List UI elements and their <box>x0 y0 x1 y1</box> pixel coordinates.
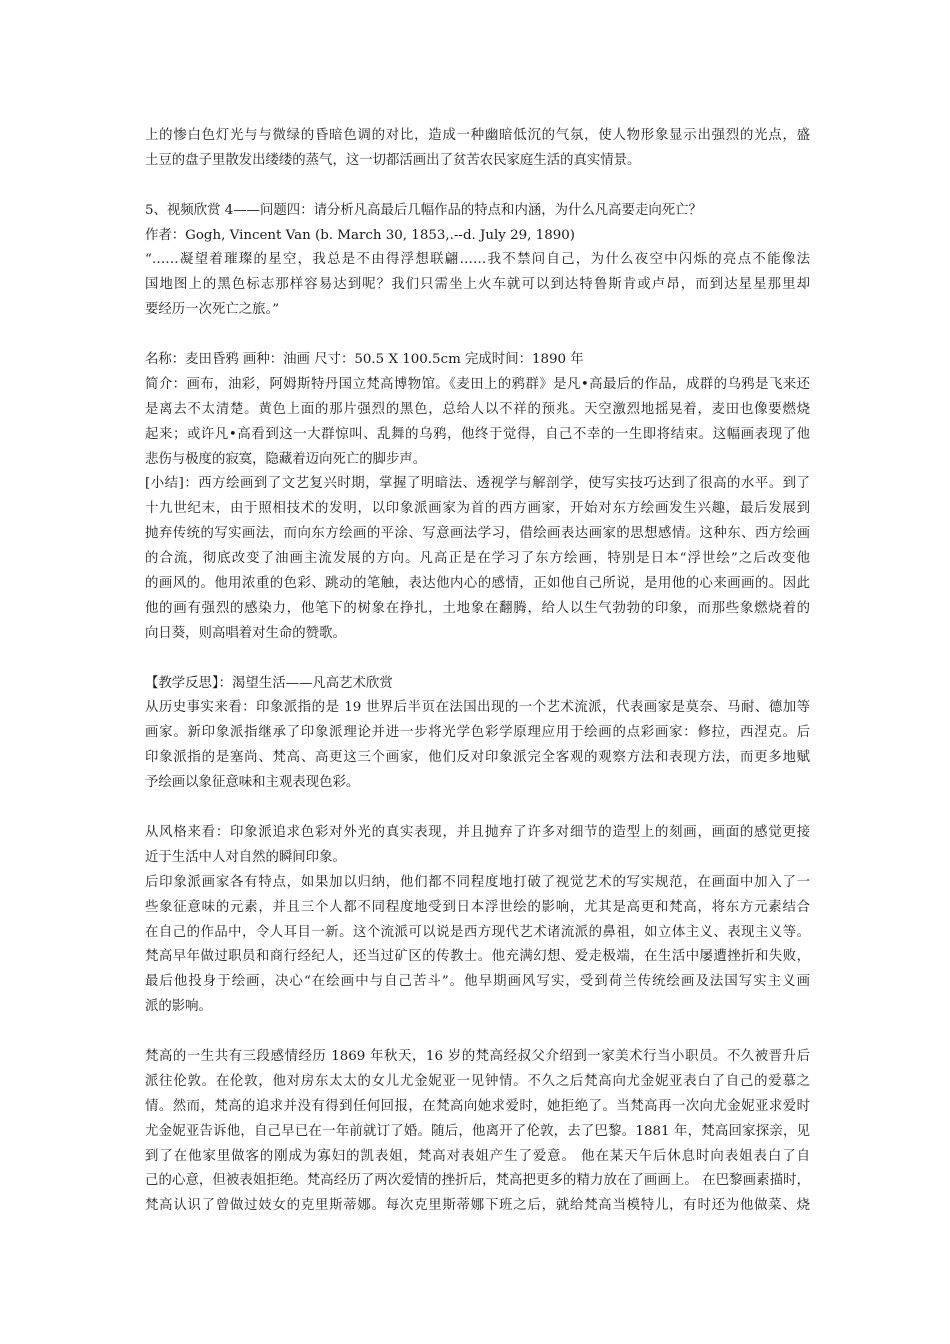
text-line: 从风格来看：印象派追求色彩对外光的真实表现，并且抛弃了许多对细节的造型上的刻画，画面的感觉更接 <box>145 824 810 840</box>
artwork-info-line: 名称：麦田昏鸦 画种：油画 尺寸：50.5 X 100.5cm 完成时间：1890 年 <box>145 352 584 368</box>
section-heading: 【教学反思】：渴望生活——凡高艺术欣赏 <box>145 675 393 691</box>
question-heading: 5、视频欣赏 4——问题四：请分析凡高最后几幅作品的特点和内涵，为什么凡高要走向死亡？ <box>145 202 702 218</box>
text-line: 到了在他家里做客的刚成为寡妇的凯表姐，梵高对表姐产生了爱意。 他在某天午后休息时向表姐表白了自 <box>145 1148 810 1164</box>
text-line: 情。然而，梵高的追求并没有得到任何回报，在梵高向她求爱时，她拒绝了。当梵高再一次向尤金妮亚求爱时 <box>145 1098 810 1114</box>
text-line: 简介：画布，油彩，阿姆斯特丹国立梵高博物馆。《麦田上的鸦群》是凡•高最后的作品，成群的乌鸦是飞来还 <box>145 376 810 392</box>
text-line: 画家。新印象派指继承了印象派理论并进一步将光学色彩学原理应用于绘画的点彩画家：修拉，西涅克。后 <box>145 725 810 741</box>
quote-line: 国地图上的黑色标志那样容易达到呢？我们只需坐上火车就可以到达特鲁斯肯或卢昂，而到达星星那里却 <box>145 277 810 293</box>
text-line: 的画风的。他用浓重的色彩、跳动的笔触，表达他内心的感情，正如他自己所说，是用他的心来画画的。因此 <box>145 576 810 592</box>
text-line: 后印象派画家各有特点，如果加以归纳，他们都不同程度地打破了视觉艺术的写实规范，在画面中加入了一 <box>145 874 810 890</box>
text-line: 些象征意味的元素，并且三个人都不同程度地受到日本浮世绘的影响，尤其是高更和梵高，将东方元素结合 <box>145 899 810 915</box>
paragraph-style <box>145 821 810 1020</box>
text-line: 的合流，彻底改变了油画主流发展的方向。凡高正是在学习了东方绘画，特别是日本“浮世绘”之后改变他 <box>145 551 810 567</box>
blank-line <box>145 174 810 199</box>
text-line: 梵高认识了曾做过妓女的克里斯蒂娜。每次克里斯蒂娜下班之后，就给梵高当模特儿，有时还为他做菜、烧 <box>145 1198 810 1214</box>
text-line: 悲伤与极度的寂寞，隐藏着迈向死亡的脚步声。 <box>145 451 427 467</box>
text-line: 他的画有强烈的感染力，他笔下的树象在挣扎，土地象在翻腾，给人以生气勃勃的印象，而那些象燃烧着的 <box>145 600 810 616</box>
text-line: 在自己的作品中，令人耳目一新。这个流派可以说是西方现代艺术诸流派的鼻祖，如立体主义、表现主义等。 <box>145 924 810 940</box>
text-line: 派往伦敦。在伦敦，他对房东太太的女儿尤金妮亚一见钟情。不久之后梵高向尤金妮亚表白了自己的爱慕之 <box>145 1073 810 1089</box>
text-line: [小结]：西方绘画到了文艺复兴时期，掌握了明暗法、透视学与解剖学，使写实技巧达到了很高的水平。到了 <box>145 476 810 492</box>
blank-line <box>145 647 810 672</box>
text-line: 抛弃传统的写实画法，而向东方绘画的平涂、写意画法学习，借绘画表达画家的思想感情。这种东、西方绘画 <box>145 526 810 542</box>
text-line: 己的心意，但被表姐拒绝。梵高经历了两次爱情的挫折后，梵高把更多的精力放在了画画上。 在巴黎画素描时， <box>145 1173 810 1189</box>
text-line: 印象派指的是塞尚、梵高、高更这三个画家，他们反对印象派完全客观的观察方法和表现方法，而更多地赋 <box>145 750 810 766</box>
text-line: 最后他投身于绘画，决心“在绘画中与自己苦斗”。他早期画风写实，受到荷兰传统绘画及法国写实主义画 <box>145 974 810 990</box>
text-line: 予绘画以象征意味和主观表现色彩。 <box>145 775 360 791</box>
text-line: 近于生活中人对自然的瞬间印象。 <box>145 849 346 865</box>
text-line: 起来；或许凡•高看到这一大群惊叫、乱舞的乌鸦，他终于觉得，自己不幸的一生即将结束。这幅画表现了他 <box>145 426 810 442</box>
text-line: 从历史事实来看：印象派指的是 19 世界后半页在法国出现的一个艺术流派，代表画家是莫奈、马耐、德加等 <box>145 700 810 716</box>
text-line: 是离去不太清楚。黄色上面的那片强烈的黑色，总给人以不祥的预兆。天空激烈地摇晃着，麦田也像要燃烧 <box>145 401 810 417</box>
paragraph-wheatfield-with-crows <box>145 348 810 647</box>
paragraph-teaching-reflection <box>145 672 810 796</box>
blank-line <box>145 796 810 821</box>
text-line: 向日葵，则高唱着对生命的赞歌。 <box>145 625 346 641</box>
text-line: 尤金妮亚告诉他，自己早已在一年前就订了婚。随后，他离开了伦敦，去了巴黎。1881 年，梵高回家探亲，见 <box>145 1123 810 1139</box>
paragraph-love-experiences <box>145 1045 810 1219</box>
quote-line: 要经历一次死亡之旅。” <box>145 302 280 318</box>
text-line: 土豆的盘子里散发出缕缕的蒸气，这一切都活画出了贫苦农民家庭生活的真实情景。 <box>145 152 641 168</box>
quote-line: “……凝望着璀璨的星空，我总是不由得浮想联翩……我不禁问自己，为什么夜空中闪烁的亮点不能像法 <box>145 252 810 268</box>
text-line: 上的惨白色灯光与与微绿的昏暗色调的对比，造成一种幽暗低沉的气氛，使人物形象显示出强烈的光点，盛 <box>145 128 810 143</box>
author-line: 作者：Gogh, Vincent Van (b. March 30, 1853,.--d. July 29, 1890) <box>145 227 575 243</box>
blank-line <box>145 323 810 348</box>
paragraph-potato-eaters-end <box>145 124 810 174</box>
document-page <box>145 124 810 1219</box>
blank-line <box>145 1020 810 1045</box>
text-line: 梵高早年做过职员和商行经纪人，还当过矿区的传教士。他充满幻想、爱走极端，在生活中屡遭挫折和失败， <box>145 949 810 965</box>
paragraph-video-question-4 <box>145 199 810 323</box>
text-line: 十九世纪末，由于照相技术的发明，以印象派画家为首的西方画家，开始对东方绘画发生兴趣，最后发展到 <box>145 501 810 517</box>
text-line: 梵高的一生共有三段感情经历 1869 年秋天，16 岁的梵高经叔父介绍到一家美术行当小职员。不久被晋升后 <box>145 1048 810 1064</box>
text-line: 派的影响。 <box>145 999 212 1015</box>
